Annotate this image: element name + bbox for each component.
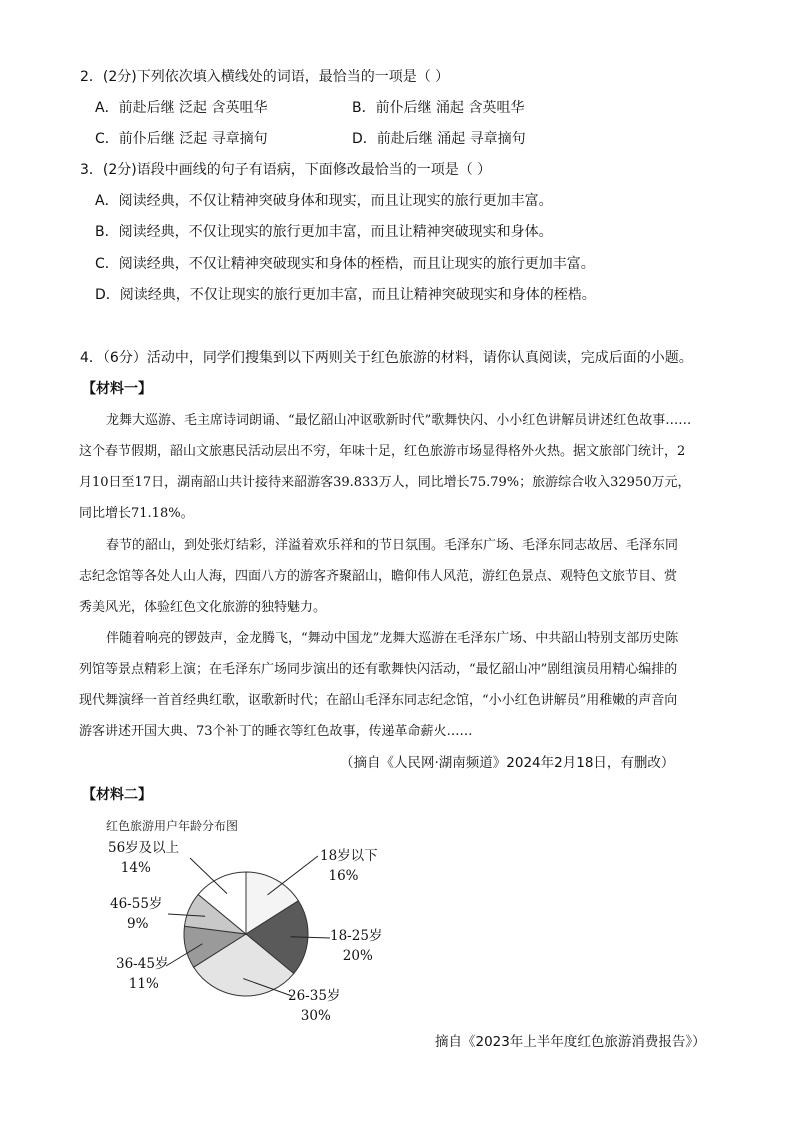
material1-line: 志纪念馆等各处人山人海，四面八方的游客齐聚韶山，瞻仰伟人风范，游红色景点、观特色文旅节目、赏 bbox=[79, 569, 678, 584]
material1-line: 秀美风光，体验红色文化旅游的独特魅力。 bbox=[79, 600, 327, 615]
material1-line: 列馆等景点精彩上演；在毛泽东广场同步演出的还有歌舞快闪活动，“最忆韶山冲”剧组演员用精心编排的 bbox=[79, 662, 678, 677]
material1-source: （摘自《人民网·湖南频道》2024年2月18日，有删改） bbox=[340, 755, 675, 771]
material1-line: 现代舞演绎一首首经典红歌，讴歌新时代；在韶山毛泽东同志纪念馆，“小小红色讲解员”用稚嫩的声音向 bbox=[79, 693, 678, 708]
q2-option-a: A．前赴后继 泛起 含英咀华 bbox=[95, 100, 268, 116]
pie-slice-label: 36-45岁 bbox=[116, 956, 169, 972]
q3-option-c: C．阅读经典，不仅让精神突破现实和身体的桎梏，而且让现实的旅行更加丰富。 bbox=[95, 256, 595, 272]
pie-slice-label: 26-35岁 bbox=[288, 988, 341, 1004]
pie-slice-percent: 14% bbox=[120, 860, 151, 876]
material1-line: 这个春节假期，韶山文旅惠民活动层出不穷，年味十足，红色旅游市场显得格外火热。据文旅部门统计，2 bbox=[79, 444, 686, 459]
material1-line: 伴随着响亮的锣鼓声，金龙腾飞，“舞动中国龙”龙舞大巡游在毛泽东广场、中共韶山特别支部历史陈 bbox=[106, 631, 679, 646]
pie-slice-label: 56岁及以上 bbox=[108, 840, 180, 856]
q4-stem: 4．（6分）活动中，同学们搜集到以下两则关于红色旅游的材料，请你认真阅读，完成后面的小题。 bbox=[80, 350, 693, 366]
q2-option-b: B．前仆后继 涌起 含英咀华 bbox=[352, 100, 525, 116]
pie-leader-line bbox=[268, 856, 318, 895]
pie-slice-percent: 11% bbox=[128, 976, 159, 992]
pie-slice-percent: 30% bbox=[300, 1008, 331, 1024]
pie-slice-percent: 16% bbox=[328, 868, 359, 884]
q3-option-d: D．阅读经典，不仅让现实的旅行更加丰富，而且让精神突破现实和身体的桎梏。 bbox=[95, 287, 596, 303]
material1-line: 游客讲述开国大典、73个补丁的睡衣等红色故事，传递革命薪火…… bbox=[79, 724, 473, 739]
q3-option-b: B．阅读经典，不仅让现实的旅行更加丰富，而且让精神突破现实和身体。 bbox=[95, 224, 553, 240]
material2-heading: 【材料二】 bbox=[82, 787, 152, 803]
q3-option-a: A．阅读经典，不仅让精神突破身体和现实，而且让现实的旅行更加丰富。 bbox=[95, 193, 553, 209]
q2-option-c: C．前仆后继 泛起 寻章摘句 bbox=[95, 131, 268, 147]
pie-slice-percent: 9% bbox=[127, 916, 149, 932]
material1-line: 龙舞大巡游、毛主席诗词朗诵、“最忆韶山冲讴歌新时代”歌舞快闪、小小红色讲解员讲述红色故事…… bbox=[106, 413, 692, 428]
material1-heading: 【材料一】 bbox=[82, 381, 152, 397]
q2-option-d: D．前赴后继 涌起 寻章摘句 bbox=[352, 131, 526, 147]
material1-line: 春节的韶山，到处张灯结彩，洋溢着欢乐祥和的节日氛围。毛泽东广场、毛泽东同志故居、毛泽东同 bbox=[106, 538, 679, 553]
pie-slice-label: 46-55岁 bbox=[110, 896, 163, 912]
q3-stem: 3．(2分)语段中画线的句子有语病，下面修改最恰当的一项是（ ） bbox=[80, 162, 492, 178]
material1-line: 同比增长71.18%。 bbox=[79, 506, 194, 521]
material1-line: 月10日至17日，湖南韶山共计接待来韶游客39.833万人，同比增长75.79%；旅游综合收入32950万元， bbox=[79, 475, 691, 490]
material2-source: 摘自《2023年上半年度红色旅游消费报告》） bbox=[435, 1034, 706, 1050]
pie-slice-label: 18-25岁 bbox=[330, 928, 383, 944]
pie-slice-percent: 20% bbox=[342, 948, 373, 964]
pie-slice-label: 18岁以下 bbox=[320, 848, 378, 864]
chart-title: 红色旅游用户年龄分布图 bbox=[106, 819, 239, 833]
q2-stem: 2．(2分)下列依次填入横线处的词语，最恰当的一项是（ ） bbox=[80, 69, 450, 85]
